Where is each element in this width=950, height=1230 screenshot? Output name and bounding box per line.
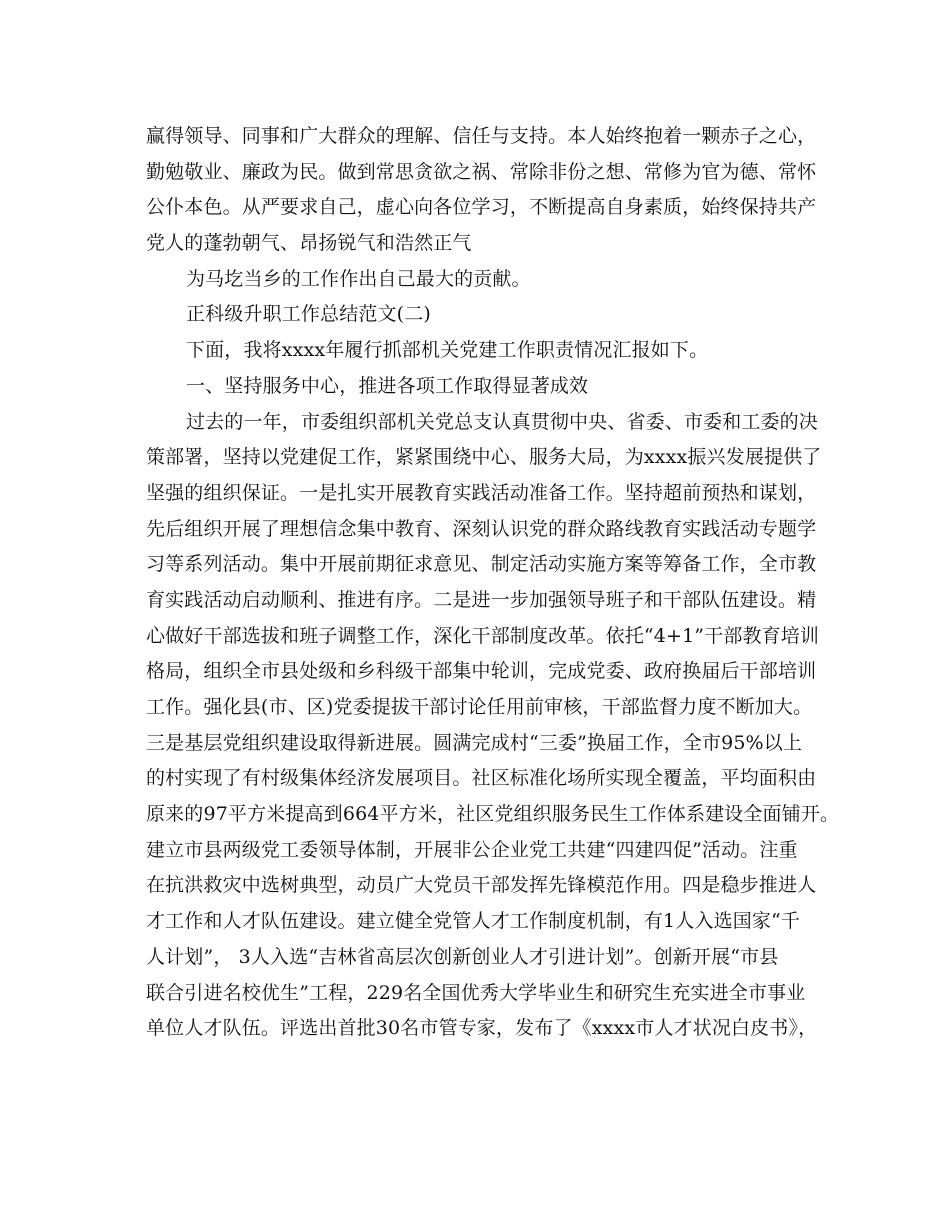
text-line: 原来的97平方米提高到664平方米，社区党组织服务民生工作体系建设全面铺开。 (146, 803, 840, 826)
text-line: 的村实现了有村级集体经济发展项目。社区标准化场所实现全覆盖，平均面积由 (146, 767, 817, 790)
text-line: 心做好干部选拔和班子调整工作，深化干部制度改革。依托“4+1”干部教育培训 (146, 624, 820, 647)
text-line: 格局，组织全市县处级和乡科级干部集中轮训，完成党委、政府换届后干部培训 (146, 660, 817, 683)
text-line: 为马圪当乡的工作作出自己最大的贡献。 (186, 267, 531, 290)
text-line: 习等系列活动。集中开展前期征求意见、制定活动实施方案等筹备工作，全市教 (146, 553, 817, 576)
text-line: 策部署，坚持以党建促工作，紧紧围绕中心、服务大局，为xxxx振兴发展提供了 (146, 446, 822, 469)
text-line: 赢得领导、同事和广大群众的理解、信任与支持。本人始终抱着一颗赤子之心， (146, 125, 817, 147)
text-line: 先后组织开展了理想信念集中教育、深刻认识党的群众路线教育实践活动专题学 (146, 517, 817, 540)
text-line: 才工作和人才队伍建设。建立健全党管人才工作制度机制，有1人入选国家“千 (146, 910, 801, 933)
text-line: 一、坚持服务中心，推进各项工作取得显著成效 (186, 374, 589, 397)
text-line: 过去的一年，市委组织部机关党总支认真贯彻中央、省委、市委和工委的决 (186, 410, 818, 433)
text-line: 联合引进名校优生”工程，229名全国优秀大学毕业生和研究生充实进全市事业 (146, 981, 806, 1004)
text-line: 勤勉敬业、廉政为民。做到常思贪欲之祸、常除非份之想、常修为官为德、常怀 (146, 160, 817, 183)
text-line: 党人的蓬勃朝气、昂扬锐气和浩然正气 (146, 232, 472, 255)
text-line: 公仆本色。从严要求自己，虚心向各位学习，不断提高自身素质，始终保持共产 (146, 196, 817, 219)
text-line: 单位人才队伍。评选出首批30名市管专家，发布了《xxxx市人才状况白皮书》， (146, 1017, 818, 1040)
text-line: 在抗洪救灾中选树典型，动员广大党员干部发挥先锋模范作用。四是稳步推进人 (146, 874, 817, 897)
text-line: 正科级升职工作总结范文(二) (186, 303, 431, 326)
text-line: 人计划”， 3人入选“吉林省高层次创新创业人才引进计划”。创新开展“市县 (146, 945, 779, 968)
text-line: 育实践活动启动顺利、推进有序。二是进一步加强领导班子和干部队伍建设。精 (146, 588, 817, 611)
text-line: 三是基层党组织建设取得新进展。圆满完成村“三委”换届工作，全市95%以上 (146, 731, 803, 754)
text-line: 坚强的组织保证。一是扎实开展教育实践活动准备工作。坚持超前预热和谋划， (146, 481, 817, 504)
text-line: 工作。强化县(市、区)党委提拔干部讨论任用前审核，干部监督力度不断加大。 (146, 696, 813, 718)
document-body (146, 119, 840, 1047)
text-line: 下面，我将xxxx年履行抓部机关党建工作职责情况汇报如下。 (186, 339, 709, 362)
text-line: 建立市县两级党工委领导体制，开展非公企业党工共建“四建四促”活动。注重 (146, 838, 798, 861)
